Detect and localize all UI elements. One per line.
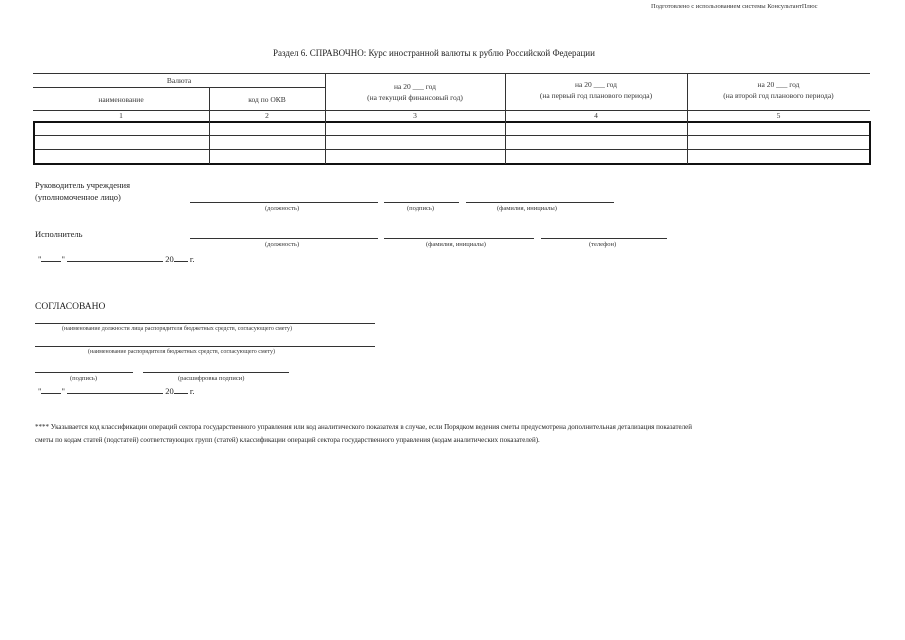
- month-field[interactable]: [67, 252, 163, 262]
- caption-approver-manager: (наименование распорядителя бюджетных средств, согласующего смету): [88, 349, 275, 355]
- caption-signature: (подпись): [407, 205, 434, 212]
- approved-title: СОГЛАСОВАНО: [35, 302, 106, 312]
- date-line: " " 20 г.: [38, 386, 195, 396]
- year-field[interactable]: [174, 252, 188, 262]
- approver-signature-field[interactable]: [35, 372, 133, 373]
- head-name-field[interactable]: [466, 202, 614, 203]
- header-first-plan-year: на 20 ___ год: [575, 80, 617, 89]
- column-number: 1: [119, 111, 123, 120]
- approver-decode-field[interactable]: [143, 372, 289, 373]
- table-row[interactable]: [35, 123, 869, 135]
- approver-manager-field[interactable]: [35, 346, 375, 347]
- header-first-plan-year-note: (на первый год планового периода): [539, 91, 653, 100]
- executor-phone-field[interactable]: [541, 238, 667, 239]
- approver-official-field[interactable]: [35, 323, 375, 324]
- caption-signature: (подпись): [70, 375, 97, 382]
- header-current-year-note: (на текущий финансовый год): [367, 93, 463, 102]
- month-field[interactable]: [67, 384, 163, 394]
- caption-signature-decode: (расшифровка подписи): [178, 375, 245, 382]
- caption-approver-official: (наименование должности лица распорядителя бюджетных средств, согласующего смету): [62, 326, 293, 332]
- executor-name-field[interactable]: [384, 238, 534, 239]
- head-position-field[interactable]: [190, 202, 378, 203]
- source-note: Подготовлено с использованием системы КонсультантПлюс: [651, 3, 818, 10]
- table-row[interactable]: [35, 150, 869, 163]
- caption-phone: (телефон): [589, 241, 617, 248]
- footnote-marker: ****: [35, 423, 49, 431]
- day-field[interactable]: [41, 384, 61, 394]
- day-field[interactable]: [41, 252, 61, 262]
- year-field[interactable]: [174, 384, 188, 394]
- caption-name: (фамилия, инициалы): [497, 205, 557, 212]
- caption-name: (фамилия, инициалы): [426, 241, 486, 248]
- head-label: Руководитель учреждения: [35, 180, 131, 190]
- executor-position-field[interactable]: [190, 238, 378, 239]
- head-signature-field[interactable]: [384, 202, 459, 203]
- head-label-note: (уполномоченное лицо): [35, 192, 121, 202]
- column-number: 2: [265, 111, 269, 120]
- section-title: Раздел 6. СПРАВОЧНО: Курс иностранной валюты к рублю Российской Федерации: [273, 48, 595, 58]
- header-currency: Валюта: [166, 76, 192, 85]
- footnote-line-2: сметы по кодам статей (подстатей) соответствующих групп (статей) классификации операций сектора государственного управления (кодам аналитических показателей).: [35, 436, 540, 444]
- table-row[interactable]: [35, 136, 869, 149]
- caption-position: (должность): [265, 241, 300, 248]
- column-number: 4: [594, 111, 598, 120]
- column-number: 3: [413, 111, 417, 120]
- footnote-line-1: **** Указывается код классификации операций сектора государственного управления или код аналитического показателя в случае, если Порядком ведения сметы предусмотрена дополнительная детализация показателей: [35, 423, 692, 431]
- header-currency-code: код по ОКВ: [248, 95, 286, 104]
- executor-label: Исполнитель: [35, 229, 83, 239]
- header-second-plan-year: на 20 ___ год: [757, 80, 800, 89]
- header-second-plan-year-note: (на второй год планового периода): [723, 91, 834, 100]
- header-current-year: на 20 ___ год: [394, 82, 436, 91]
- caption-position: (должность): [265, 205, 300, 212]
- date-line: " " 20 г.: [38, 254, 195, 264]
- column-number: 5: [776, 111, 781, 120]
- header-currency-name: наименование: [98, 95, 144, 104]
